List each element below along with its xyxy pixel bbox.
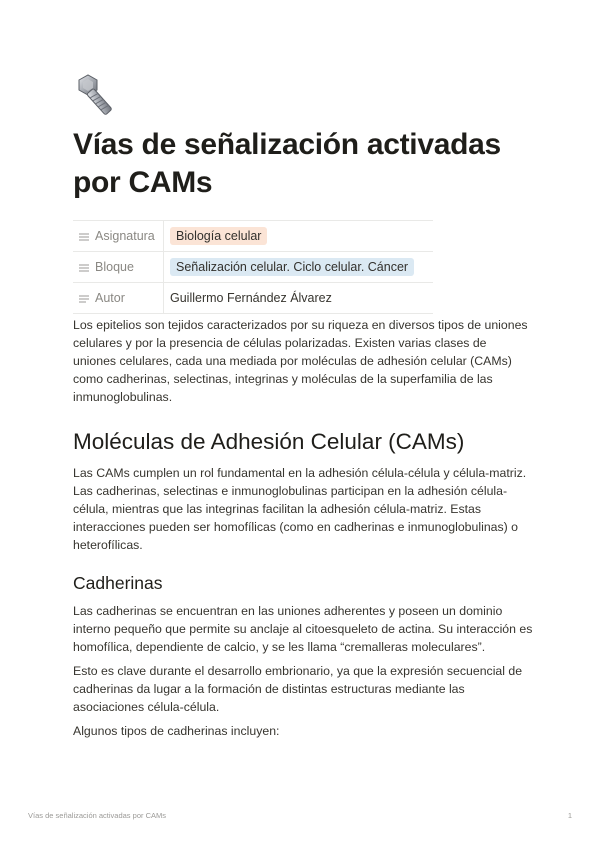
property-key	[73, 221, 164, 252]
property-key-label: Asignatura	[95, 229, 155, 243]
text-lines-icon	[79, 295, 89, 303]
heading-cadherinas: Cadherinas	[73, 573, 163, 593]
document-page	[73, 72, 533, 746]
page-footer	[28, 811, 572, 820]
list-icon	[79, 233, 89, 241]
property-value	[164, 221, 434, 252]
cadherinas-paragraph-2: Esto es clave durante el desarrollo embrionario, ya que la expresión secuencial de cadherinas da lugar a la formación de distintas estructuras mediante las asociaciones célula-célula.	[73, 664, 523, 714]
bolt-nut-icon	[73, 72, 117, 120]
page-number: 1	[567, 811, 572, 820]
property-row-bloque	[73, 252, 433, 283]
cadherinas-paragraph-3: Algunos tipos de cadherinas incluyen:	[73, 724, 280, 738]
property-value-autor[interactable]: Guillermo Fernández Álvarez	[164, 283, 434, 314]
property-key-label: Bloque	[95, 260, 134, 274]
list-icon	[79, 264, 89, 272]
cadherinas-paragraph-1: Las cadherinas se encuentran en las uniones adherentes y poseen un dominio interno pequeño que permite su anclaje al citoesqueleto de actina. Su interacción es homofílica, dependiente de calcio, y se les llama “cremalleras moleculares”.	[73, 604, 533, 654]
select-tag-asignatura[interactable]: Biología celular	[170, 227, 267, 245]
page-title: Vías de señalización activadas por CAMs	[73, 128, 501, 199]
properties-table	[73, 220, 433, 314]
property-key	[73, 252, 164, 283]
property-row-asignatura	[73, 221, 433, 252]
property-key-label: Autor	[95, 291, 125, 305]
select-tag-bloque[interactable]: Señalización celular. Ciclo celular. Cáncer	[170, 258, 414, 276]
cams-paragraph: Las CAMs cumplen un rol fundamental en la adhesión célula-célula y célula-matriz. Las cadherinas, selectinas e inmunoglobulinas participan en la adhesión célula-célula, mientras que las integrinas facilitan la adhesión célula-matriz. Estas interacciones pueden ser homofílicas (como en cadherinas e inmunoglobulinas) o heterofílicas.	[73, 466, 527, 552]
property-row-autor	[73, 283, 433, 314]
intro-paragraph: Los epitelios son tejidos caracterizados por su riqueza en diversos tipos de uniones celulares y por la presencia de células polarizadas. Existen varias clases de uniones celulares, cada una mediada por moléculas de adhesión celular (CAMs) como cadherinas, selectinas, integrinas y moléculas de la superfamilia de las inmunoglobulinas.	[73, 318, 528, 404]
property-value	[164, 252, 434, 283]
heading-cams: Moléculas de Adhesión Celular (CAMs)	[73, 429, 465, 454]
footer-title: Vías de señalización activadas por CAMs	[28, 811, 166, 820]
property-key	[73, 283, 164, 314]
